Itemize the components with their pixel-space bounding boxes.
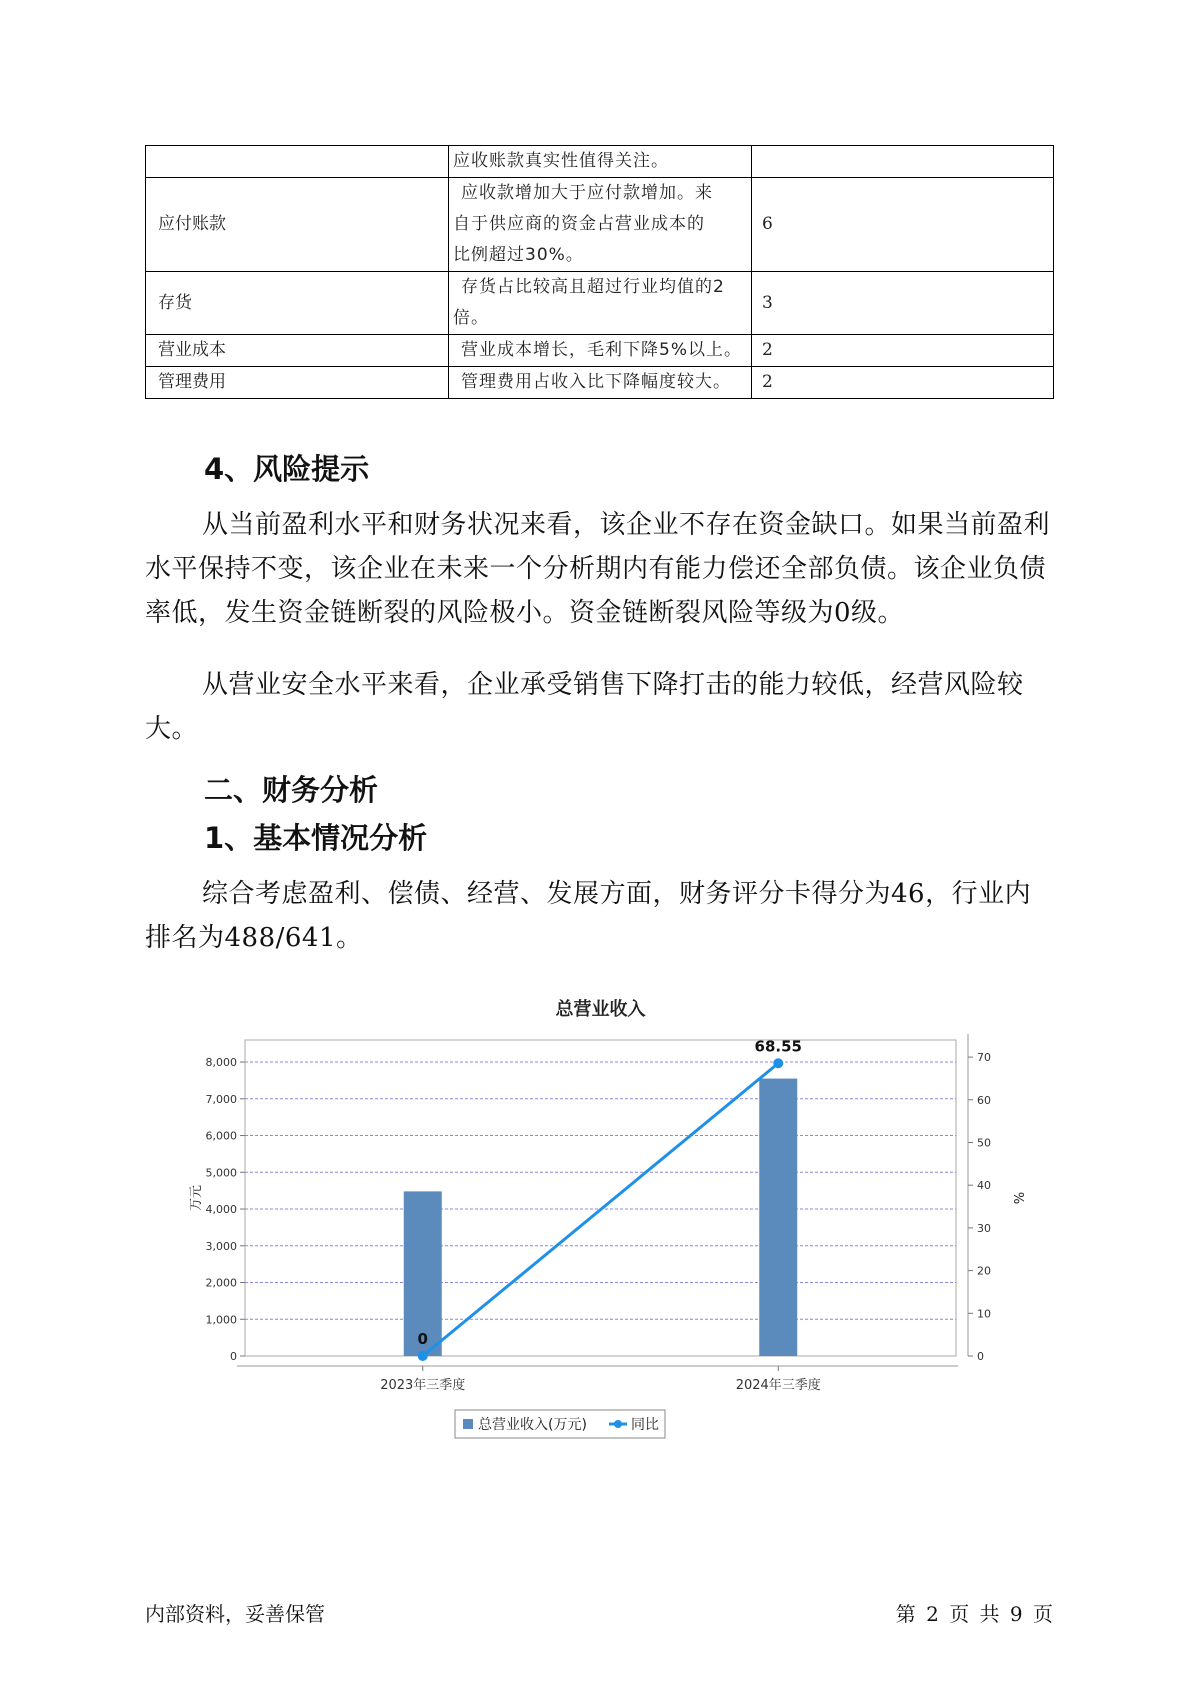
risk-description-line: 应收款增加大于应付款增加。来 <box>461 183 713 203</box>
y-tick-label: 2,000 <box>205 1276 237 1290</box>
basic-paragraph: 综合考虑盈利、偿债、经营、发展方面，财务评分卡得分为46，行业内排名为488/641。 <box>145 879 1032 953</box>
risk-description-line: 管理费用占收入比下降幅度较大。 <box>461 372 731 392</box>
x-tick-label: 2024年三季度 <box>735 1378 821 1393</box>
yoy-point <box>773 1058 783 1068</box>
legend-bar-label: 总营业收入(万元) <box>478 1417 587 1433</box>
risk-description-line: 自于供应商的资金占营业成本的 <box>453 214 705 234</box>
revenue-chart-svg <box>180 988 1025 1448</box>
y-right-tick-label: 20 <box>977 1264 991 1278</box>
y-right-tick-label: 30 <box>977 1221 991 1235</box>
chart-title: 总营业收入 <box>555 999 646 1020</box>
legend-line-marker <box>614 1420 622 1428</box>
risk-table <box>145 145 1054 399</box>
y-right-tick-label: 50 <box>977 1136 991 1150</box>
risk-item-cell: 营业成本 <box>146 335 449 367</box>
risk-score-cell: 2 <box>752 367 1054 399</box>
risk-description-cell <box>449 367 752 399</box>
yoy-point <box>418 1351 428 1361</box>
risk-score-cell <box>752 146 1054 178</box>
risk-description-line: 应收账款真实性值得关注。 <box>453 151 669 171</box>
table-row <box>146 272 1054 335</box>
subsection-title-basic: 1、基本情况分析 <box>204 821 428 855</box>
risk-item-cell <box>146 146 449 178</box>
risk-description-line: 营业成本增长，毛利下降5%以上。 <box>461 340 742 360</box>
revenue-chart <box>180 988 1025 1448</box>
y-tick-label: 3,000 <box>205 1239 237 1253</box>
y-axis-label: 万元 <box>189 1184 204 1212</box>
y-right-tick-label: 10 <box>977 1307 991 1321</box>
risk-item-cell: 应付账款 <box>146 178 449 272</box>
y-tick-label: 5,000 <box>205 1166 237 1180</box>
table-row <box>146 178 1054 272</box>
table-row <box>146 146 1054 178</box>
table-row <box>146 335 1054 367</box>
risk-description-line: 倍。 <box>453 308 489 328</box>
risk-description-cell <box>449 146 752 178</box>
plot-area <box>245 1040 956 1356</box>
y-axis-right-label: % <box>1010 1191 1025 1205</box>
y-tick-label: 4,000 <box>205 1203 237 1217</box>
y-tick-label: 7,000 <box>205 1092 237 1106</box>
risk-description-cell <box>449 335 752 367</box>
y-tick-label: 8,000 <box>205 1056 237 1070</box>
yoy-data-label: 0 <box>417 1330 428 1348</box>
y-right-tick-label: 40 <box>977 1179 991 1193</box>
risk-description-line: 比例超过30%。 <box>453 245 584 265</box>
legend-bar-swatch <box>463 1419 473 1429</box>
risk-description-cell <box>449 178 752 272</box>
y-tick-label: 0 <box>230 1350 237 1363</box>
section-title-financial: 二、财务分析 <box>204 773 379 807</box>
section-title-risk: 4、风险提示 <box>204 452 370 486</box>
table-row <box>146 367 1054 399</box>
footer-confidential: 内部资料，妥善保管 <box>145 1602 325 1626</box>
y-right-tick-label: 0 <box>977 1350 984 1363</box>
x-tick-label: 2023年三季度 <box>380 1378 466 1393</box>
y-tick-label: 6,000 <box>205 1129 237 1143</box>
risk-score-cell: 3 <box>752 272 1054 335</box>
risk-score-cell: 2 <box>752 335 1054 367</box>
y-right-tick-label: 70 <box>977 1051 991 1065</box>
risk-item-cell: 存货 <box>146 272 449 335</box>
legend-line-label: 同比 <box>631 1417 659 1433</box>
footer-page-number: 第 2 页 共 9 页 <box>895 1602 1053 1626</box>
risk-paragraph-1: 从当前盈利水平和财务状况来看，该企业不存在资金缺口。如果当前盈利水平保持不变，该企业在未来一个分析期内有能力偿还全部负债。该企业负债率低，发生资金链断裂的风险极小。资金链断裂风险等级为0级。 <box>145 510 1051 628</box>
risk-item-cell: 管理费用 <box>146 367 449 399</box>
risk-score-cell: 6 <box>752 178 1054 272</box>
y-tick-label: 1,000 <box>205 1313 237 1327</box>
y-right-tick-label: 60 <box>977 1093 991 1107</box>
yoy-data-label: 68.55 <box>754 1037 802 1056</box>
risk-description-cell <box>449 272 752 335</box>
revenue-bar <box>759 1079 797 1356</box>
risk-description-line: 存货占比较高且超过行业均值的2 <box>461 277 725 297</box>
risk-paragraph-2: 从营业安全水平来看，企业承受销售下降打击的能力较低，经营风险较大。 <box>145 670 1024 744</box>
